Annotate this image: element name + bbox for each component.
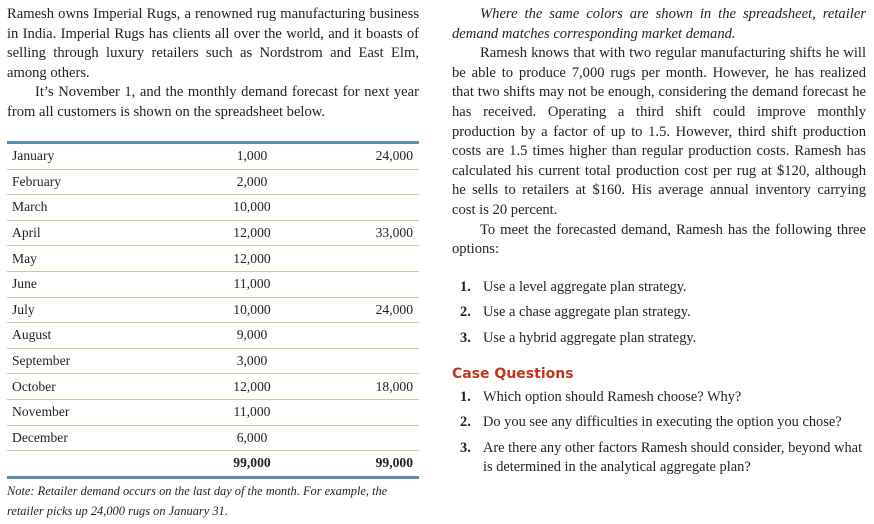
table-row [7,348,419,374]
table-row [7,144,419,169]
total-retail-cell: 99,000 [312,451,419,478]
question-number: 2. [460,414,471,431]
month-cell: January [7,144,192,169]
demand-cell: 11,000 [192,399,312,425]
retail-demand-cell [312,399,419,425]
option-text: Use a hybrid aggregate plan strategy. [483,329,697,346]
retail-demand-cell [312,246,419,272]
question-text: Are there any other factors Ramesh should consider, beyond what is determined in the analytical aggregate plan? [483,439,863,476]
question-number: 3. [460,439,471,456]
table-row [7,297,419,323]
demand-cell: 9,000 [192,323,312,349]
question-item [452,439,866,478]
table-row [7,374,419,400]
demand-cell: 11,000 [192,271,312,297]
option-item [452,278,866,297]
options-intro-paragraph: To meet the forecasted demand, Ramesh has the following three options: [452,221,866,258]
demand-cell: 12,000 [192,220,312,246]
month-cell: August [7,323,192,349]
month-cell: February [7,169,192,195]
option-item [452,329,866,348]
retail-demand-cell [312,425,419,451]
table-row [7,195,419,221]
intro-paragraph-2: It’s November 1, and the monthly demand forecast for next year from all customers is shown on the spreadsheet below. [7,84,419,120]
demand-cell: 6,000 [192,425,312,451]
case-questions-heading: Case Questions [452,365,574,382]
retail-demand-cell: 18,000 [312,374,419,400]
month-cell: May [7,246,192,272]
month-cell: December [7,425,192,451]
demand-table [7,144,419,479]
demand-spreadsheet [7,141,419,479]
month-cell: April [7,220,192,246]
month-cell: July [7,297,192,323]
table-row [7,271,419,297]
demand-cell: 3,000 [192,348,312,374]
case-column [452,5,866,484]
table-row [7,169,419,195]
retail-demand-cell [312,169,419,195]
demand-cell: 10,000 [192,195,312,221]
month-cell: November [7,399,192,425]
month-cell: June [7,271,192,297]
retail-demand-cell [312,323,419,349]
demand-cell: 1,000 [192,144,312,169]
options-list [452,278,866,348]
table-row [7,425,419,451]
question-text: Do you see any difficulties in executing the option you chose? [483,414,842,431]
intro-column [7,5,419,123]
table-row [7,399,419,425]
color-note-paragraph: Where the same colors are shown in the spreadsheet, retailer demand matches corresponding market demand. [452,6,866,42]
total-demand-cell: 99,000 [192,451,312,478]
question-item [452,413,866,432]
question-item [452,388,866,407]
table-row [7,323,419,349]
case-questions-list [452,388,866,478]
intro-paragraph-1: Ramesh owns Imperial Rugs, a renowned rug manufacturing business in India. Imperial Rugs has clients all over the world, and it boasts of selling through luxury retailers such as Nordstrom and East Elm, among others. [7,6,419,81]
option-text: Use a chase aggregate plan strategy. [483,304,691,321]
option-number: 3. [460,329,471,346]
production-paragraph: Ramesh knows that with two regular manufacturing shifts he will be able to produce 7,000 rugs per month. However, he has realized that two shifts may not be enough, considering the demand forecast he has received. Operating a third shift could improve monthly production by a factor of up to 1.5. However, third shift production costs are 1.5 times higher than regular production costs. Ramesh has calculated his current total production cost per rug at $120, although he sells to retailers at $160. His average annual inventory carrying cost is 20 percent. [452,45,866,218]
month-cell: October [7,374,192,400]
option-text: Use a level aggregate plan strategy. [483,278,687,295]
retail-demand-cell: 33,000 [312,220,419,246]
option-number: 1. [460,278,471,295]
table-row [7,246,419,272]
month-cell: September [7,348,192,374]
table-row [7,220,419,246]
month-cell: March [7,195,192,221]
retail-demand-cell: 24,000 [312,297,419,323]
demand-cell: 12,000 [192,246,312,272]
retail-demand-cell [312,195,419,221]
retail-demand-cell: 24,000 [312,144,419,169]
retail-demand-cell [312,271,419,297]
retail-demand-cell [312,348,419,374]
question-number: 1. [460,388,471,405]
total-label-cell [7,451,192,478]
question-text: Which option should Ramesh choose? Why? [483,388,742,405]
table-total-row [7,451,419,478]
option-item [452,303,866,322]
demand-cell: 2,000 [192,169,312,195]
table-note: Note: Retailer demand occurs on the last day of the month. For example, the retailer picks up 24,000 rugs on January 31. [7,484,388,518]
demand-cell: 12,000 [192,374,312,400]
demand-cell: 10,000 [192,297,312,323]
option-number: 2. [460,304,471,321]
